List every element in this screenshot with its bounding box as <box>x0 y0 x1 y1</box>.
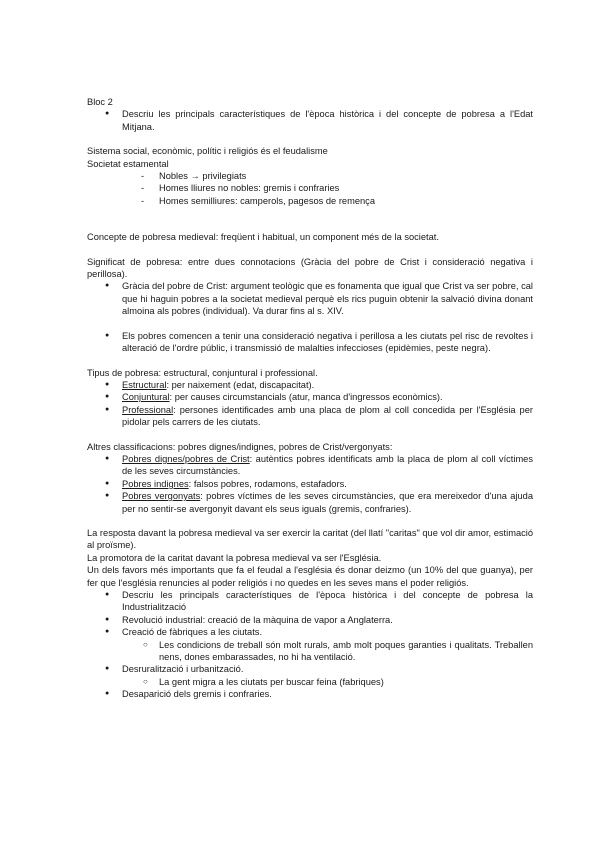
tipus-item <box>87 379 533 391</box>
resposta-line: Un dels favors més importants que fa el feudal a l'església és donar deizmo (un 10% del que guanya), per fer que l'església renuncies al poder religiós i no quedes en les seves mans el poder religiós. <box>87 565 533 588</box>
altres-text: : falsos pobres, rodamons, estafadors. <box>188 478 347 489</box>
resposta-line: La promotora de la caritat davant la pobresa medieval va ser l'Església. <box>87 552 382 563</box>
sub-item: ○ Les condicions de treball són molt rurals, amb molt poques garanties i qualitats. Treballen nens, dones embarassades, no hi ha ventilació. <box>87 639 533 664</box>
question-1-list <box>87 108 533 133</box>
fabriques-sublist <box>87 639 533 664</box>
significat-item: ● Els pobres comencen a tenir una consideració negativa i perillosa a les ciutats pel risc de revoltes i alteració de l'ordre públic, i transmissió de malalties infeccioses (epidèmies, peste negra). <box>87 330 533 355</box>
estamental-line: Societat estamental <box>87 158 169 169</box>
industrial-item <box>87 626 533 663</box>
estaments-list <box>87 170 533 207</box>
tipus-term: Estructural <box>122 379 167 390</box>
altres-text: : autèntics pobres identificats amb la placa de plom al coll víctimes de les seves circumstàncies. <box>122 453 534 477</box>
significat-item: ● Gràcia del pobre de Crist: argument teològic que es fonamenta que igual que Crist va ser pobre, cal que hi haguin pobres a la societat medieval perquè els rics puguin obtenir la salvació divina donant almoina als pobres (individual). Va durar fins al s. XIV. <box>87 280 533 317</box>
altres-line: Altres classificacions: pobres dignes/indignes, pobres de Crist/vergonyats: <box>87 441 393 452</box>
resposta-line: La resposta davant la pobresa medieval va ser exercir la caritat (del llatí "caritas" que vol dir amor, estimació al proïsme). <box>87 527 533 551</box>
altres-term: Pobres vergonyats <box>122 491 201 502</box>
altres-item <box>87 490 533 515</box>
question-2: ● Descriu les principals característiques de l'època històrica i del concepte de pobresa la Industrialització <box>87 589 533 614</box>
altres-term: Pobres dignes/pobres de Crist <box>122 453 250 464</box>
industrial-list <box>87 589 533 701</box>
altres-item <box>87 453 533 478</box>
desruralitzacio-sublist <box>87 676 533 688</box>
concept-line: Concepte de pobresa medieval: freqüent i habitual, un component més de la societat. <box>87 232 439 243</box>
estament-item: - Homes semilliures: camperols, pagesos de remença <box>87 195 533 207</box>
tipus-text: : per naixement (edat, discapacitat). <box>166 379 315 390</box>
industrial-text: Desruralització i urbanització. <box>122 664 244 675</box>
altres-term: Pobres indignes <box>122 478 189 489</box>
document-body <box>87 96 533 701</box>
tipus-item <box>87 404 533 429</box>
altres-list <box>87 453 533 515</box>
industrial-item <box>87 663 533 688</box>
tipus-text: : per causes circumstancials (atur, manca d'ingressos econòmics). <box>169 392 443 403</box>
industrial-item: ● Desaparició dels gremis i confraries. <box>87 688 533 700</box>
altres-text: : pobres víctimes de les seves circumstàncies, que era mereixedor d'una ajuda per no sentir-se avergonyit davant els seus iguals (gremis, confraries). <box>122 491 533 514</box>
tipus-item <box>87 391 533 403</box>
tipus-list <box>87 379 533 429</box>
estament-item: - Nobles → privilegiats <box>87 170 533 182</box>
estament-item: - Homes lliures no nobles: gremis i confraries <box>87 182 533 194</box>
significat-line: Significat de pobresa: entre dues connotacions (Gràcia del pobre de Crist i consideració negativa i perillosa). <box>87 256 533 280</box>
system-line: Sistema social, econòmic, polític i religiós és el feudalisme <box>87 146 328 157</box>
altres-item <box>87 478 533 490</box>
tipus-term: Conjuntural <box>122 392 170 403</box>
tipus-line: Tipus de pobresa: estructural, conjuntural i professional. <box>87 367 318 378</box>
tipus-term: Professional <box>122 404 174 415</box>
significat-list <box>87 280 533 354</box>
question-1: ● Descriu les principals característiques de l'època històrica i del concepte de pobresa a l'Edat Mitjana. <box>87 108 533 133</box>
sub-item: ○ La gent migra a les ciutats per buscar feina (fabriques) <box>87 676 533 688</box>
block-title: Bloc 2 <box>87 97 113 107</box>
industrial-text: Creació de fàbriques a les ciutats. <box>122 627 263 638</box>
industrial-item: ● Revolució industrial: creació de la màquina de vapor a Anglaterra. <box>87 614 533 626</box>
tipus-text: : persones identificades amb una placa de plom al coll concedida per l'Església per pidolar pels carrers de les ciutats. <box>122 404 533 428</box>
